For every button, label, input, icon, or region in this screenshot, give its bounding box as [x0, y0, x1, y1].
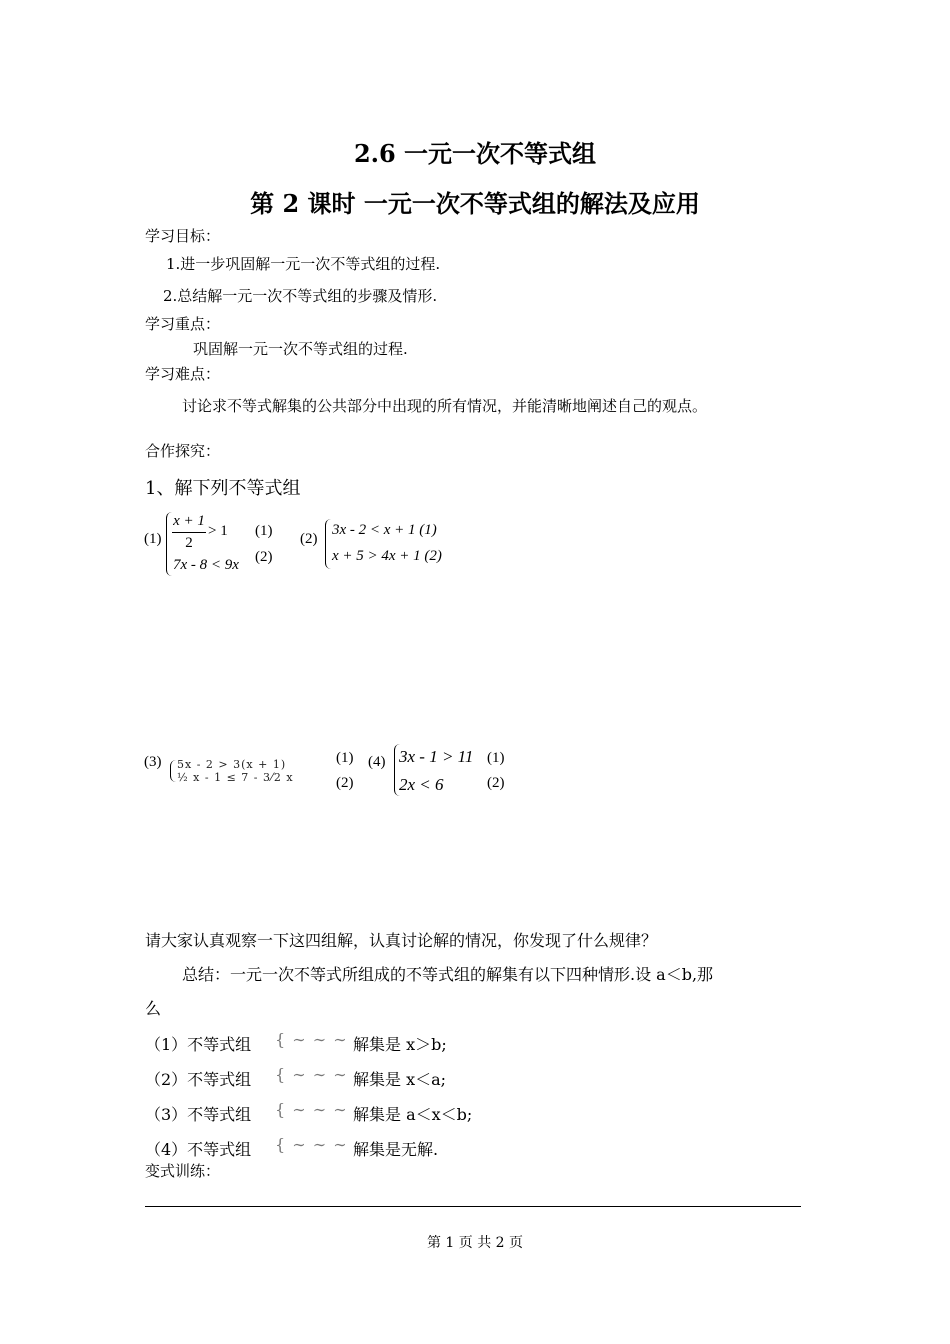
case-3-result: 解集是 a＜x＜b; [353, 1105, 473, 1124]
goal-item-2: 2.总结解一元一次不等式组的步骤及情形. [163, 287, 438, 305]
difficulties-heading: 学习难点： [145, 365, 221, 383]
system-4-label: (4) [368, 754, 386, 770]
system-3-line-1: 5x - 2 > 3(x + 1) [177, 758, 287, 771]
system-2-ineq1: 3x - 2 < x + 1 (1) [332, 522, 437, 538]
case-1-result: 解集是 x＞b; [353, 1035, 447, 1054]
system-2-brace [325, 519, 331, 569]
observation-question: 请大家认真观察一下这四组解，认真讨论解的情况，你发现了什么规律？ [145, 931, 658, 950]
variant-heading: 变式训练： [145, 1162, 221, 1180]
system-1-tag-2: (2) [255, 549, 273, 565]
system-1-ineq1-tail: > 1 [208, 523, 228, 539]
system-2-ineq2: x + 5 > 4x + 1 (2) [332, 548, 442, 564]
doc-subtitle: 第 2 课时 一元一次不等式组的解法及应用 [250, 189, 700, 218]
system-4-tag-1: (1) [487, 750, 505, 766]
goals-heading: 学习目标： [145, 227, 221, 245]
case-1-system-glyph: { ∼ ∼ ∼ [275, 1030, 348, 1049]
case-3-system-glyph: { ∼ ∼ ∼ [275, 1100, 348, 1119]
case-4-result: 解集是无解. [353, 1140, 439, 1159]
system-4-ineq1: 3x - 1 > 11 [399, 747, 474, 766]
system-4-tag-2: (2) [487, 775, 505, 791]
system-1-ineq2: 7x - 8 < 9x [173, 557, 239, 573]
footer-divider [145, 1206, 801, 1207]
case-2-label: （2）不等式组 [145, 1070, 252, 1089]
explore-task: 1、解下列不等式组 [145, 478, 301, 499]
case-4-label: （4）不等式组 [145, 1140, 252, 1159]
case-2-system-glyph: { ∼ ∼ ∼ [275, 1065, 348, 1084]
case-1-label: （1）不等式组 [145, 1035, 252, 1054]
system-1-fraction-bar [172, 532, 206, 533]
key-points-text: 巩固解一元一次不等式组的过程. [193, 340, 408, 358]
system-3-line-2: ½ x - 1 ≤ 7 - 3⁄2 x [177, 771, 294, 784]
system-3-tag-1: (1) [336, 750, 354, 766]
system-3-tag-2: (2) [336, 775, 354, 791]
system-1-fraction-numerator: x + 1 [173, 513, 205, 529]
system-1-label: (1) [144, 531, 162, 547]
goal-item-1: 1.进一步巩固解一元一次不等式组的过程. [166, 255, 441, 273]
case-3-label: （3）不等式组 [145, 1105, 252, 1124]
difficulties-text: 讨论求不等式解集的公共部分中出现的所有情况，并能清晰地阐述自己的观点。 [182, 397, 708, 415]
system-1-fraction-denominator: 2 [185, 535, 193, 551]
key-points-heading: 学习重点： [145, 315, 221, 333]
summary-line-1: 总结：一元一次不等式所组成的不等式组的解集有以下四种情形.设 a＜b,那 [182, 965, 714, 984]
system-1-tag-1: (1) [255, 523, 273, 539]
system-2-label: (2) [300, 531, 318, 547]
system-4-ineq2: 2x < 6 [399, 775, 444, 794]
case-4-system-glyph: { ∼ ∼ ∼ [275, 1135, 348, 1154]
doc-title: 2.6 一元一次不等式组 [353, 139, 597, 168]
case-2-result: 解集是 x＜a; [353, 1070, 447, 1089]
explore-heading: 合作探究： [145, 442, 221, 460]
page-number: 第 1 页 共 2 页 [426, 1235, 524, 1251]
system-3-brace [170, 760, 176, 782]
summary-line-2: 么 [145, 999, 162, 1018]
system-3-label: (3) [144, 754, 162, 770]
